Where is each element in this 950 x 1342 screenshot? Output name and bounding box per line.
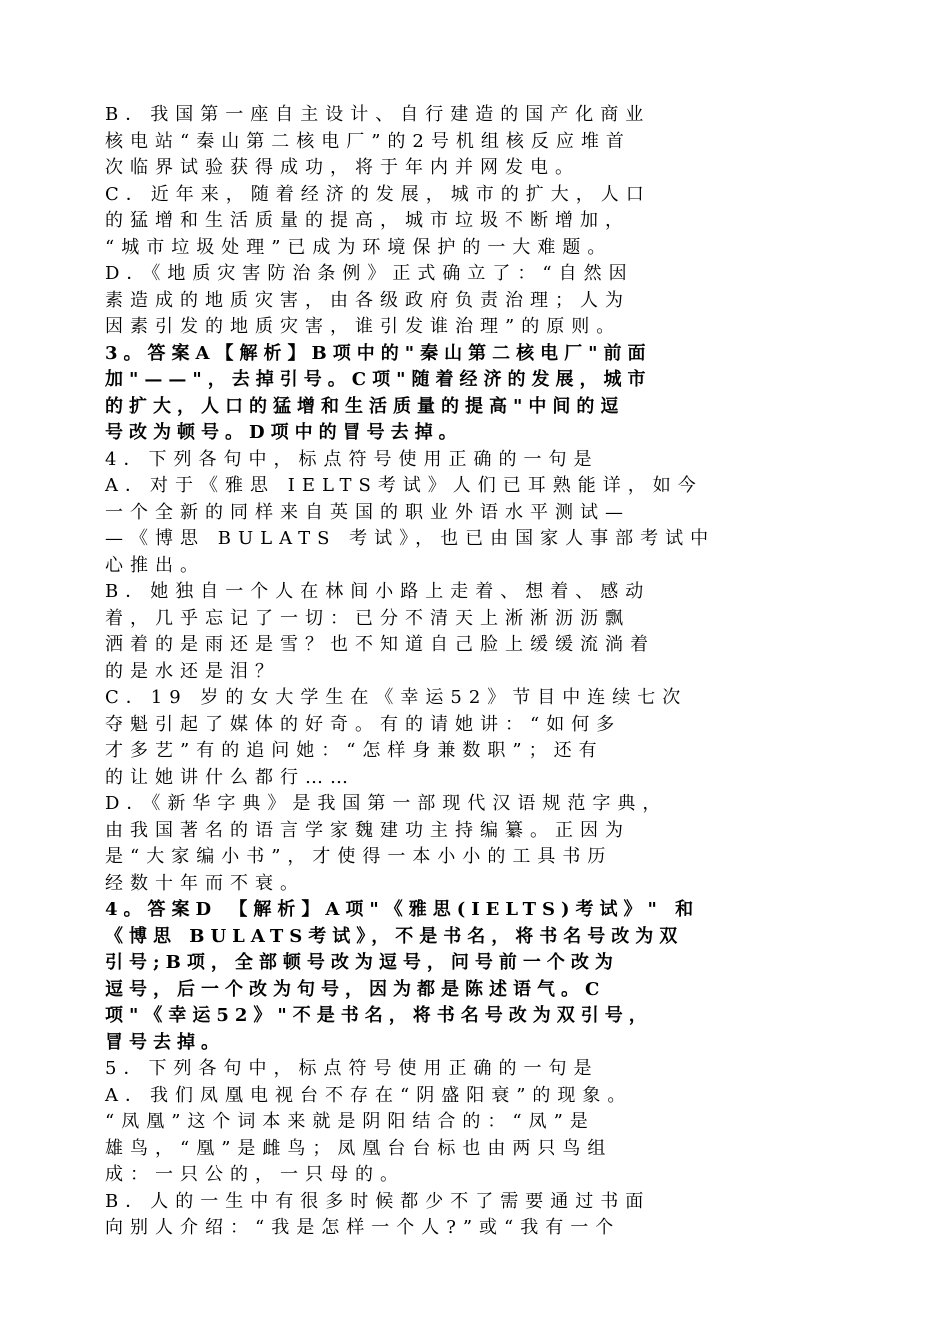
text-line: B．人的一生中有很多时候都少不了需要通过书面 <box>105 1190 651 1212</box>
answer-line: 4。答案D 【解析】A项"《雅思(IELTS)考试》" 和 <box>105 899 700 920</box>
answer-line: 逗号，后一个改为句号，因为都是陈述语气。C <box>105 978 606 1000</box>
text-line: 一个全新的同样来自英国的职业外语水平测试— <box>105 501 630 523</box>
text-line: 的猛增和生活质量的提高，城市垃圾不断增加， <box>105 210 630 231</box>
answer-line: 3。答案A【解析】B项中的"秦山第二核电厂"前面 <box>105 342 652 364</box>
answer-line: 的扩大，人口的猛增和生活质量的提高"中间的逗 <box>105 395 625 417</box>
answer-line: 《博思 BULATS考试》，不是书名，将书名号改为双 <box>105 925 684 947</box>
text-line: C．19 岁的女大学生在《幸运52》节目中连续七次 <box>105 687 688 708</box>
text-line: 素造成的地质灾害，由各级政府负责治理；人为 <box>105 289 630 311</box>
text-line: —《博思 BULATS 考试》，也已由国家人事部考试中 <box>105 528 716 549</box>
document-page <box>105 102 865 1242</box>
answer-line: 加"——"，去掉引号。C项"随着经济的发展，城市 <box>105 369 652 390</box>
text-line: D．《新华字典》是我国第一部现代汉语规范字典， <box>105 793 668 814</box>
answer-line: 项"《幸运52》"不是书名，将书名号改为双引号， <box>105 1005 653 1026</box>
text-line: 夺魁引起了媒体的好奇。有的请她讲：“如何多 <box>105 713 622 735</box>
text-line: 次临界试验获得成功，将于年内并网发电。 <box>105 157 580 178</box>
text-line: 向别人介绍：“我是怎样一个人?”或“我有一个 <box>105 1217 621 1238</box>
question-line: 5．下列各句中，标点符号使用正确的一句是 <box>105 1058 599 1079</box>
text-line: 是“大家编小书”，才使得一本小小的工具书历 <box>105 846 613 867</box>
text-line: D．《地质灾害防治条例》正式确立了：“自然因 <box>105 263 634 284</box>
text-line: 的让她讲什么都行…… <box>105 766 355 788</box>
text-line: 才多艺”有的追问她：“怎样身兼数职”；还有 <box>105 740 604 761</box>
text-line: A．我们凤凰电视台不存在“阴盛阳衰”的现象。 <box>105 1084 633 1106</box>
text-line: 由我国著名的语言学家魏建功主持编纂。正因为 <box>105 819 630 841</box>
answer-line: 引号;B项，全部顿号改为逗号，问号前一个改为 <box>105 952 619 973</box>
text-line: 经数十年而不衰。 <box>105 872 305 894</box>
text-line: “城市垃圾处理”已成为环境保护的一大难题。 <box>105 236 613 258</box>
answer-line: 冒号去掉。 <box>105 1031 225 1053</box>
text-line: 着，几乎忘记了一切：已分不清天上淅淅沥沥飘 <box>105 607 630 629</box>
text-line: 雄鸟，“凰”是雌鸟；凤凰台台标也由两只鸟组 <box>105 1137 613 1159</box>
text-line: 因素引发的地质灾害，谁引发谁治理”的原则。 <box>105 316 622 337</box>
answer-line: 号改为顿号。D项中的冒号去掉。 <box>105 422 463 443</box>
text-line: “凤凰”这个词本来就是阴阳结合的：“凤”是 <box>105 1111 595 1132</box>
text-line: 洒着的是雨还是雪？也不知道自己脸上缓缓流淌着 <box>105 634 655 655</box>
text-line: 核电站“秦山第二核电厂”的2号机组核反应堆首 <box>105 130 631 152</box>
text-line: 成：一只公的，一只母的。 <box>105 1164 405 1185</box>
text-line: 的是水还是泪？ <box>105 660 280 682</box>
text-line: 心推出。 <box>105 554 205 576</box>
text-line: B．她独自一个人在林间小路上走着、想着、感动 <box>105 581 651 602</box>
text-line: C．近年来，随着经济的发展，城市的扩大，人口 <box>105 183 651 205</box>
text-line: A．对于《雅思 IELTS考试》人们已耳熟能详，如今 <box>105 475 703 496</box>
question-line: 4．下列各句中，标点符号使用正确的一句是 <box>105 448 599 470</box>
text-line: B．我国第一座自主设计、自行建造的国产化商业 <box>105 104 651 125</box>
